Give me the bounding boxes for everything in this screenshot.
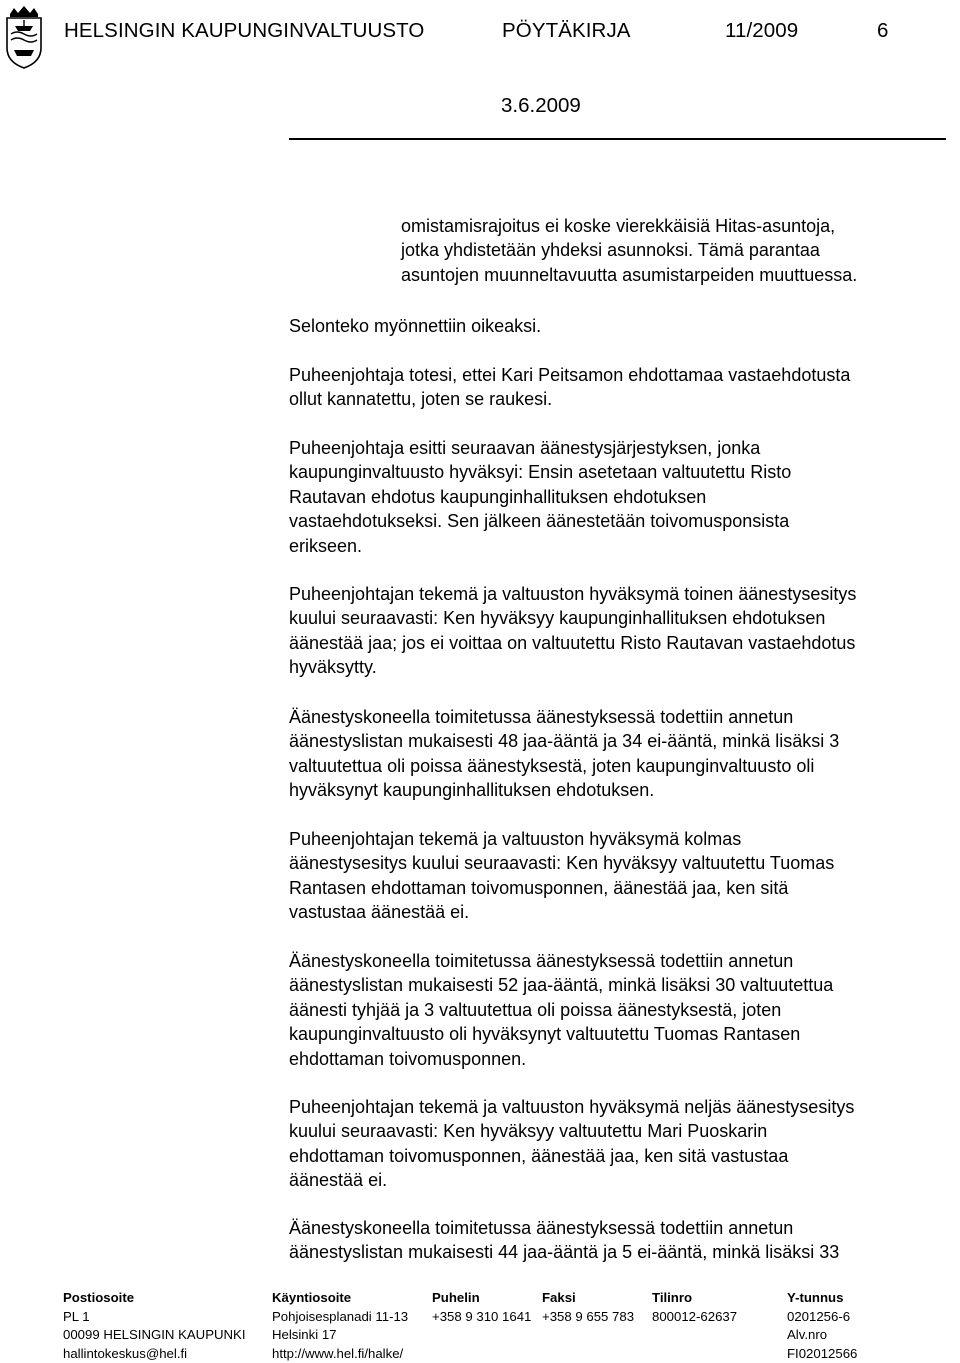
paragraph-line: hyväksytty. (289, 655, 856, 679)
paragraph-line: hyväksynyt kaupunginhallituksen ehdotuksen. (289, 778, 839, 802)
paragraph-line: ehdottaman toivomusponnen. (289, 1047, 833, 1071)
footer-line: 00099 HELSINGIN KAUPUNKI (63, 1326, 246, 1345)
footer-line: FI02012566 (787, 1345, 857, 1363)
footer-postal-address (63, 1289, 246, 1363)
paragraph-line: vastaehdotukseksi. Sen jälkeen äänestetään toivomusponsista (289, 509, 791, 533)
paragraph-line: Selonteko myönnettiin oikeaksi. (289, 314, 541, 338)
paragraph-line: jotka yhdistetään yhdeksi asunnoksi. Tämä parantaa (401, 238, 857, 262)
paragraph (289, 436, 791, 558)
paragraph (289, 314, 541, 338)
footer-line: +358 9 310 1641 (432, 1308, 531, 1327)
footer-line: Helsinki 17 (272, 1326, 408, 1345)
footer-line: +358 9 655 783 (542, 1308, 634, 1327)
footer-website: http://www.hel.fi/halke/ (272, 1345, 408, 1363)
paragraph-line: äänestyslistan mukaisesti 52 jaa-ääntä, minkä lisäksi 30 valtuutettua (289, 973, 833, 997)
paragraph-line: Puheenjohtajan tekemä ja valtuuston hyväksymä neljäs äänestysesitys (289, 1095, 854, 1119)
footer-line: 0201256-6 (787, 1308, 857, 1327)
footer-business-id (787, 1289, 857, 1363)
paragraph-line: äänesti tyhjää ja 3 valtuutettua oli poissa äänestyksestä, joten (289, 998, 833, 1022)
paragraph-line: Äänestyskoneella toimitetussa äänestyksessä todettiin annetun (289, 705, 839, 729)
header-divider (289, 138, 946, 140)
footer-visiting-address (272, 1289, 408, 1363)
header-date: 3.6.2009 (501, 94, 581, 118)
paragraph-line: kuului seuraavasti: Ken hyväksyy valtuutettu Mari Puoskarin (289, 1119, 854, 1143)
paragraph-line: Puheenjohtaja totesi, ettei Kari Peitsamon ehdottamaa vastaehdotusta (289, 363, 850, 387)
paragraph (289, 363, 850, 412)
paragraph-line: kuului seuraavasti: Ken hyväksyy kaupunginhallituksen ehdotuksen (289, 606, 856, 630)
header-document-type: PÖYTÄKIRJA (502, 19, 631, 43)
paragraph (401, 214, 857, 287)
paragraph-line: äänestysesitys kuului seuraavasti: Ken hyväksyy valtuutettu Tuomas (289, 851, 834, 875)
footer-heading: Y-tunnus (787, 1289, 857, 1308)
paragraph (289, 705, 839, 803)
footer-heading: Käyntiosoite (272, 1289, 408, 1308)
paragraph-line: vastustaa äänestää ei. (289, 900, 834, 924)
paragraph-line: Puheenjohtajan tekemä ja valtuuston hyväksymä kolmas (289, 827, 834, 851)
paragraph-line: Puheenjohtajan tekemä ja valtuuston hyväksymä toinen äänestysesitys (289, 582, 856, 606)
footer-fax (542, 1289, 634, 1326)
footer-line: Alv.nro (787, 1326, 857, 1345)
footer-line: 800012-62637 (652, 1308, 737, 1327)
paragraph-line: asuntojen muunneltavuutta asumistarpeiden muuttuessa. (401, 263, 857, 287)
paragraph-line: kaupunginvaltuusto hyväksyi: Ensin asetetaan valtuutettu Risto (289, 460, 791, 484)
paragraph (289, 827, 834, 925)
paragraph-line: erikseen. (289, 534, 791, 558)
footer-email: hallintokeskus@hel.fi (63, 1345, 246, 1363)
paragraph (289, 1095, 854, 1193)
footer-heading: Tilinro (652, 1289, 737, 1308)
paragraph-line: äänestyslistan mukaisesti 44 jaa-ääntä ja 5 ei-ääntä, minkä lisäksi 33 (289, 1240, 839, 1264)
footer-heading: Faksi (542, 1289, 634, 1308)
paragraph (289, 949, 833, 1071)
paragraph-line: Äänestyskoneella toimitetussa äänestyksessä todettiin annetun (289, 949, 833, 973)
header-document-number: 11/2009 (725, 19, 798, 43)
header-organization: HELSINGIN KAUPUNGINVALTUUSTO (64, 19, 424, 43)
paragraph-line: kaupunginvaltuusto oli hyväksynyt valtuutettu Tuomas Rantasen (289, 1022, 833, 1046)
paragraph-line: valtuutettua oli poissa äänestyksestä, joten kaupunginvaltuusto oli (289, 754, 839, 778)
paragraph-line: ehdottaman toivomusponnen, äänestää jaa, ken sitä vastustaa (289, 1144, 854, 1168)
paragraph-line: äänestää ei. (289, 1168, 854, 1192)
paragraph-line: Äänestyskoneella toimitetussa äänestyksessä todettiin annetun (289, 1216, 839, 1240)
paragraph-line: Rantasen ehdottaman toivomusponnen, äänestää jaa, ken sitä (289, 876, 834, 900)
paragraph-line: äänestää jaa; jos ei voittaa on valtuutettu Risto Rautavan vastaehdotus (289, 631, 856, 655)
paragraph-line: äänestyslistan mukaisesti 48 jaa-ääntä ja 34 ei-ääntä, minkä lisäksi 3 (289, 729, 839, 753)
paragraph (289, 582, 856, 680)
footer-account-number (652, 1289, 737, 1326)
footer-line: Pohjoisesplanadi 11-13 (272, 1308, 408, 1327)
footer-heading: Puhelin (432, 1289, 531, 1308)
paragraph-line: ollut kannatettu, joten se raukesi. (289, 387, 850, 411)
paragraph (289, 1216, 839, 1265)
paragraph-line: Puheenjohtaja esitti seuraavan äänestysjärjestyksen, jonka (289, 436, 791, 460)
paragraph-line: omistamisrajoitus ei koske vierekkäisiä Hitas-asuntoja, (401, 214, 857, 238)
footer-line: PL 1 (63, 1308, 246, 1327)
header-page-number: 6 (877, 19, 889, 43)
helsinki-crest-logo (4, 4, 44, 70)
footer-phone (432, 1289, 531, 1326)
paragraph-line: Rautavan ehdotus kaupunginhallituksen ehdotuksen (289, 485, 791, 509)
footer-heading: Postiosoite (63, 1289, 246, 1308)
